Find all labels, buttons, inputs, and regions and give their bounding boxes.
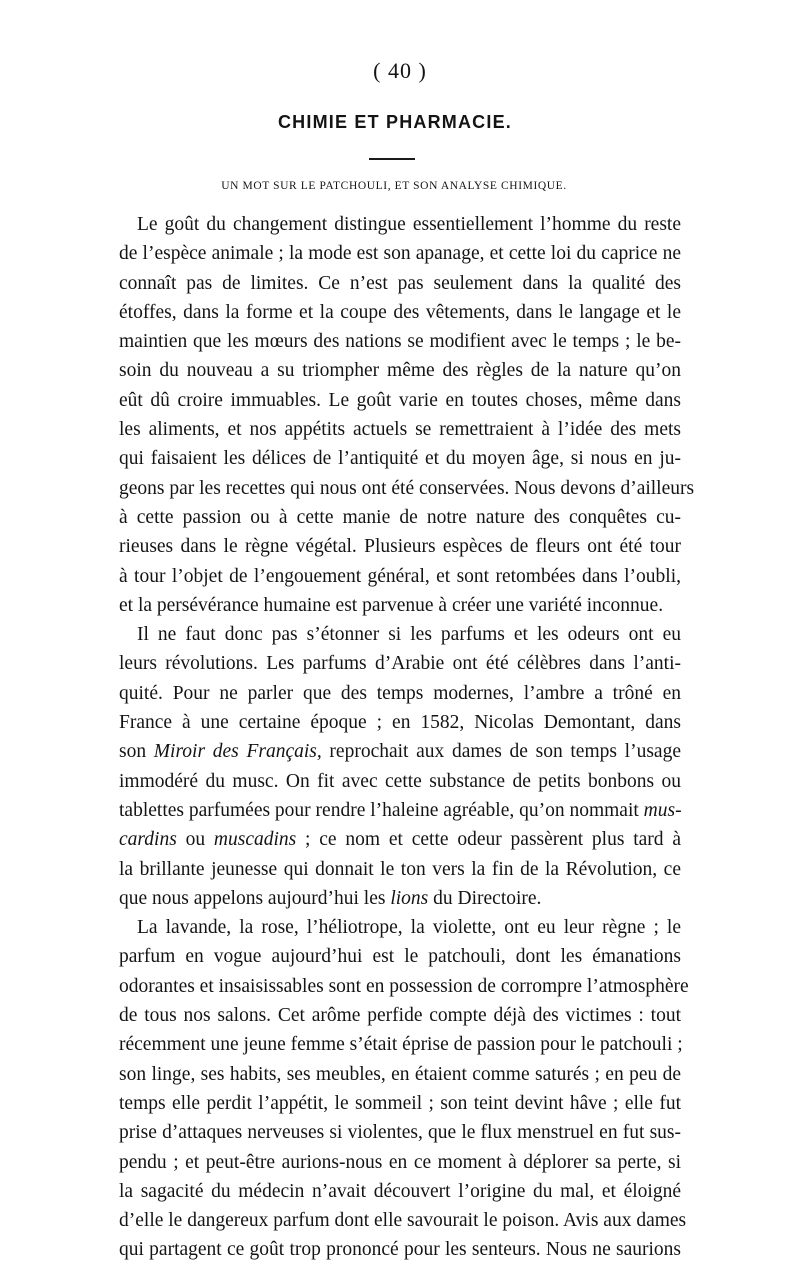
title-rule (369, 158, 415, 160)
text-line: pendu ; et peut-être aurions-nous en ce moment à déplorer sa perte, si (119, 1151, 681, 1173)
text-line: La lavande, la rose, l’héliotrope, la violette, ont eu leur règne ; le (137, 917, 681, 939)
text-line: soin du nouveau a su triompher même des règles de la nature qu’on (119, 360, 681, 382)
italic-phrase: mus- (643, 799, 682, 821)
text-line: immodéré du musc. On fit avec cette substance de petits bonbons ou (119, 770, 681, 792)
text-line: eût dû croire immuables. Le goût varie en toutes choses, même dans (119, 389, 681, 411)
text-line: à tour l’objet de l’engouement général, et sont retombées dans l’oubli, (119, 565, 681, 587)
text-fragment: ou (176, 829, 214, 851)
body-text (119, 210, 695, 1265)
text-line: de tous nos salons. Cet arôme perfide compte déjà des victimes : tout (119, 1005, 681, 1027)
text-line: connaît pas de limites. Ce n’est pas seulement dans la qualité des (119, 272, 681, 294)
section-title: CHIMIE ET PHARMACIE. (277, 112, 512, 132)
text-line: quité. Pour ne parler que des temps modernes, l’ambre a trôné en (119, 682, 681, 704)
text-line: geons par les recettes qui nous ont été conservées. Nous devons d’ailleurs (119, 477, 695, 499)
text-line: France à une certaine époque ; en 1582, Nicolas Demontant, dans (119, 712, 681, 734)
text-line: maintien que les mœurs des nations se modifient avec le temps ; le be- (119, 331, 681, 353)
text-fragment: reprochait aux dames de son temps l’usage (321, 741, 681, 763)
text-line: son linge, ses habits, ses meubles, en étaient comme saturés ; en peu de (119, 1063, 681, 1085)
text-line: étoffes, dans la forme et la coupe des vêtements, dans le langage et le (119, 301, 681, 323)
text-line: odorantes et insaisissables sont en possession de corrompre l’atmosphère (119, 975, 689, 997)
text-line: qui faisaient les délices de l’antiquité et du moyen âge, si nous en ju- (119, 448, 681, 470)
text-line: de l’espèce animale ; la mode est son apanage, et cette loi du caprice ne (119, 243, 681, 265)
text-line (119, 884, 681, 913)
text-fragment: ; ce nom et cette odeur passèrent plus tard à (296, 829, 682, 851)
text-fragment: que nous appelons aujourd’hui les (119, 887, 391, 909)
text-line: les aliments, et nos appétits actuels se remettraient à l’idée des mets (119, 419, 681, 441)
text-fragment: son (119, 741, 154, 763)
text-line: d’elle le dangereux parfum dont elle savourait le poison. Avis aux dames (119, 1210, 687, 1232)
text-line: à cette passion ou à cette manie de notre nature des conquêtes cu- (119, 506, 681, 528)
italic-phrase: cardins (119, 829, 177, 851)
text-line: Il ne faut donc pas s’étonner si les parfums et les odeurs ont eu (137, 624, 681, 646)
text-line: leurs révolutions. Les parfums d’Arabie ont été célèbres dans l’anti- (119, 653, 681, 675)
italic-phrase: lions (390, 887, 429, 909)
text-line: la brillante jeunesse qui donnait le ton vers la fin de la Révolution, ce (119, 858, 681, 880)
page-number: ( 40 ) (373, 58, 427, 83)
text-line: récemment une jeune femme s’était éprise de passion pour le patchouli ; (119, 1034, 683, 1056)
text-line (119, 796, 681, 825)
text-line: temps elle perdit l’appétit, le sommeil ; son teint devint hâve ; elle fut (119, 1092, 681, 1114)
text-line: la sagacité du médecin n’avait découvert l’origine du mal, et éloigné (119, 1180, 681, 1202)
italic-phrase: Miroir des Français, (153, 741, 322, 763)
text-fragment: du Directoire. (428, 887, 542, 909)
italic-phrase: muscadins (213, 829, 297, 851)
text-line: prise d’attaques nerveuses si violentes, que le flux menstruel en fut sus- (119, 1122, 681, 1144)
text-line: rieuses dans le règne végétal. Plusieurs espèces de fleurs ont été tour (119, 536, 681, 558)
text-line: qui partagent ce goût trop prononcé pour les senteurs. Nous ne saurions (119, 1239, 681, 1261)
text-fragment: tablettes parfumées pour rendre l’haleine agréable, qu’on nommait (119, 799, 644, 821)
text-line (119, 737, 681, 766)
text-line (119, 825, 681, 854)
text-line: parfum en vogue aujourd’hui est le patchouli, dont les émanations (119, 946, 681, 968)
article-title: UN MOT SUR LE PATCHOULI, ET SON ANALYSE CHIMIQUE. (221, 180, 567, 192)
text-line: Le goût du changement distingue essentiellement l’homme du reste (137, 214, 681, 235)
text-line: et la persévérance humaine est parvenue à créer une variété inconnue. (119, 594, 664, 616)
